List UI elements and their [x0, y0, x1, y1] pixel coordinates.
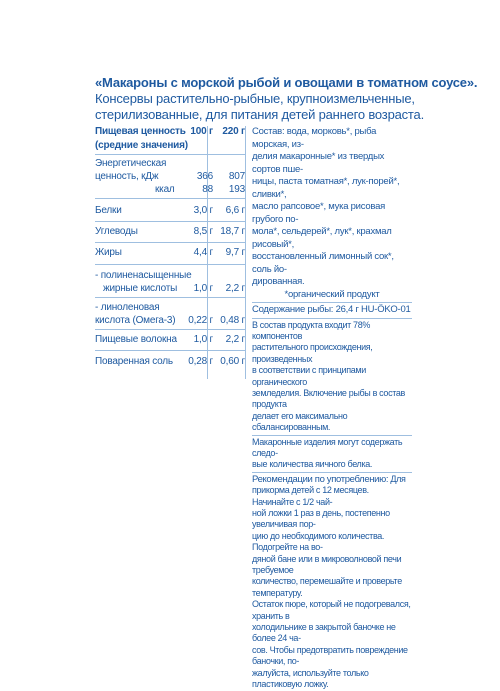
table-rule: [95, 329, 245, 330]
nutrition-row-label: Белки: [95, 205, 122, 216]
nutrition-header-sublabel: (средние значения): [95, 140, 188, 151]
nutrition-row-v1: 1,0 г: [193, 283, 213, 294]
composition-line: делия макаронные* из твердых сортов пше-: [252, 151, 385, 175]
table-rule: [95, 221, 245, 222]
nutrition-row-label: Пищевые волокна: [95, 334, 177, 345]
composition-line: восстановленный лимонный сок*, соль йо-: [252, 251, 394, 275]
info-line: делает его максимально сбалансированным.: [252, 410, 348, 433]
usage-line: количество, перемешайте и проверьте температуру.: [252, 576, 402, 598]
table-rule: [95, 350, 245, 351]
product-subtitle-line-1: Консервы растительно-рыбные, крупноизмельченные,: [95, 91, 415, 106]
nutrition-row-v1: 4,4 г: [193, 247, 213, 258]
table-rule: [95, 198, 245, 199]
nutrition-row-v2: 2,2 г: [225, 283, 245, 294]
usage-line: прикорма детей с 12 месяцев. Начинайте с 1/2 чай-: [252, 485, 369, 507]
table-rule: [95, 264, 245, 265]
description-column: [252, 126, 412, 691]
info-line: земледелия. Включение рыбы в состав продукта: [252, 387, 405, 410]
info-block: [252, 320, 412, 434]
nutrition-row-label: Энергетическая: [95, 158, 167, 169]
nutrition-row-v1: 366: [196, 171, 213, 182]
nutrition-row-v1: 1,0 г: [193, 334, 213, 345]
nutrition-row-label: ккал: [155, 184, 175, 195]
nutrition-row-label: - линоленовая: [95, 302, 160, 313]
divider: [252, 472, 412, 473]
info-line: растительного происхождения, произведенных: [252, 342, 373, 364]
info-line: вые количества яичного белка.: [252, 459, 373, 470]
usage-heading-tail: Для: [388, 473, 406, 484]
nutrition-row-v2: 0,48 г: [220, 315, 245, 326]
usage-line: жалуйста, используйте только пластиковую ложку.: [252, 667, 369, 690]
nutrition-row-v1: 0,28 г: [188, 356, 213, 367]
nutrition-row-v2: 0,60 г: [220, 356, 245, 367]
divider: [252, 302, 412, 303]
divider: [252, 318, 412, 319]
nutrition-row-label: жирные кислоты: [103, 283, 178, 294]
fish-content: Содержание рыбы: 26,4 г HU-ÖKO-01: [252, 304, 411, 315]
usage-line: сов. Чтобы предотвратить повреждение баночки, по-: [252, 644, 408, 667]
usage-line: холодильнике в закрытой баночке не более 24 ча-: [252, 622, 396, 644]
nutrition-row-v2: 18,7 г: [220, 226, 245, 237]
nutrition-row-label: кислота (Омега-3): [95, 315, 176, 326]
nutrition-row-v1: 8,5 г: [193, 226, 213, 237]
nutrition-header-col1: 100 г: [190, 126, 213, 137]
usage-heading: Рекомендации по употреблению:: [252, 473, 389, 485]
nutrition-row-v1: 3,0 г: [193, 205, 213, 216]
product-title: «Макароны с морской рыбой и овощами в томатном соусе».: [95, 75, 478, 90]
usage-block: [252, 474, 412, 691]
usage-line: Остаток пюре, который не подогревался, хранить в: [252, 599, 411, 621]
info-line: в соответствии с принципами органического: [252, 365, 366, 387]
nutrition-row-label: Поваренная соль: [95, 356, 173, 367]
nutrition-row-v2: 807: [228, 171, 245, 182]
table-rule: [95, 297, 245, 298]
nutrition-row-v1: 0,22 г: [188, 315, 213, 326]
composition-block: [252, 126, 412, 301]
composition-line: масло рапсовое*, мука рисовая грубого по-: [252, 201, 385, 225]
nutrition-divider: [245, 126, 246, 379]
nutrition-row-v2: 9,7 г: [225, 247, 245, 258]
nutrition-row-v2: 6,6 г: [225, 205, 245, 216]
nutrition-row-label: Жиры: [95, 247, 122, 258]
usage-line: дяной бане или в микроволновой печи требуемое: [252, 553, 402, 576]
composition-line: дированная.: [252, 276, 305, 287]
nutrition-row-label: ценность, кДж: [95, 171, 159, 182]
composition-line: ницы, паста томатная*, лук-порей*, сливки*,: [252, 176, 400, 200]
composition-line: Состав: вода, морковь*, рыба морская, из-: [252, 126, 377, 150]
nutrition-header-col2: 220 г: [222, 126, 245, 137]
nutrition-row-v1: 88: [202, 184, 213, 195]
product-subtitle-line-2: стерилизованные, для питания детей раннего возраста.: [95, 107, 424, 122]
table-rule: [95, 242, 245, 243]
usage-line: ной ложки 1 раз в день, постепенно увеличивая пор-: [252, 508, 390, 530]
organic-note: *органический продукт: [284, 288, 380, 300]
composition-line: мола*, сельдерей*, лук*, крахмал рисовый*,: [252, 226, 392, 250]
usage-heading-line: [252, 474, 412, 485]
usage-line: цию до необходимого количества. Подогрейте на во-: [252, 530, 385, 553]
info-line: В состав продукта входит 78% компонентов: [252, 319, 371, 341]
table-rule: [95, 154, 245, 155]
egg-note-block: [252, 437, 412, 471]
nutrition-row-v2: 2,2 г: [225, 334, 245, 345]
divider: [252, 435, 412, 436]
nutrition-row-v2: 193: [228, 184, 245, 195]
info-line: Макаронные изделия могут содержать следо-: [252, 436, 403, 458]
nutrition-row-label: Углеводы: [95, 226, 138, 237]
nutrition-row-label: - полиненасыщенные: [95, 270, 192, 281]
nutrition-header-label: Пищевая ценность: [95, 126, 186, 137]
